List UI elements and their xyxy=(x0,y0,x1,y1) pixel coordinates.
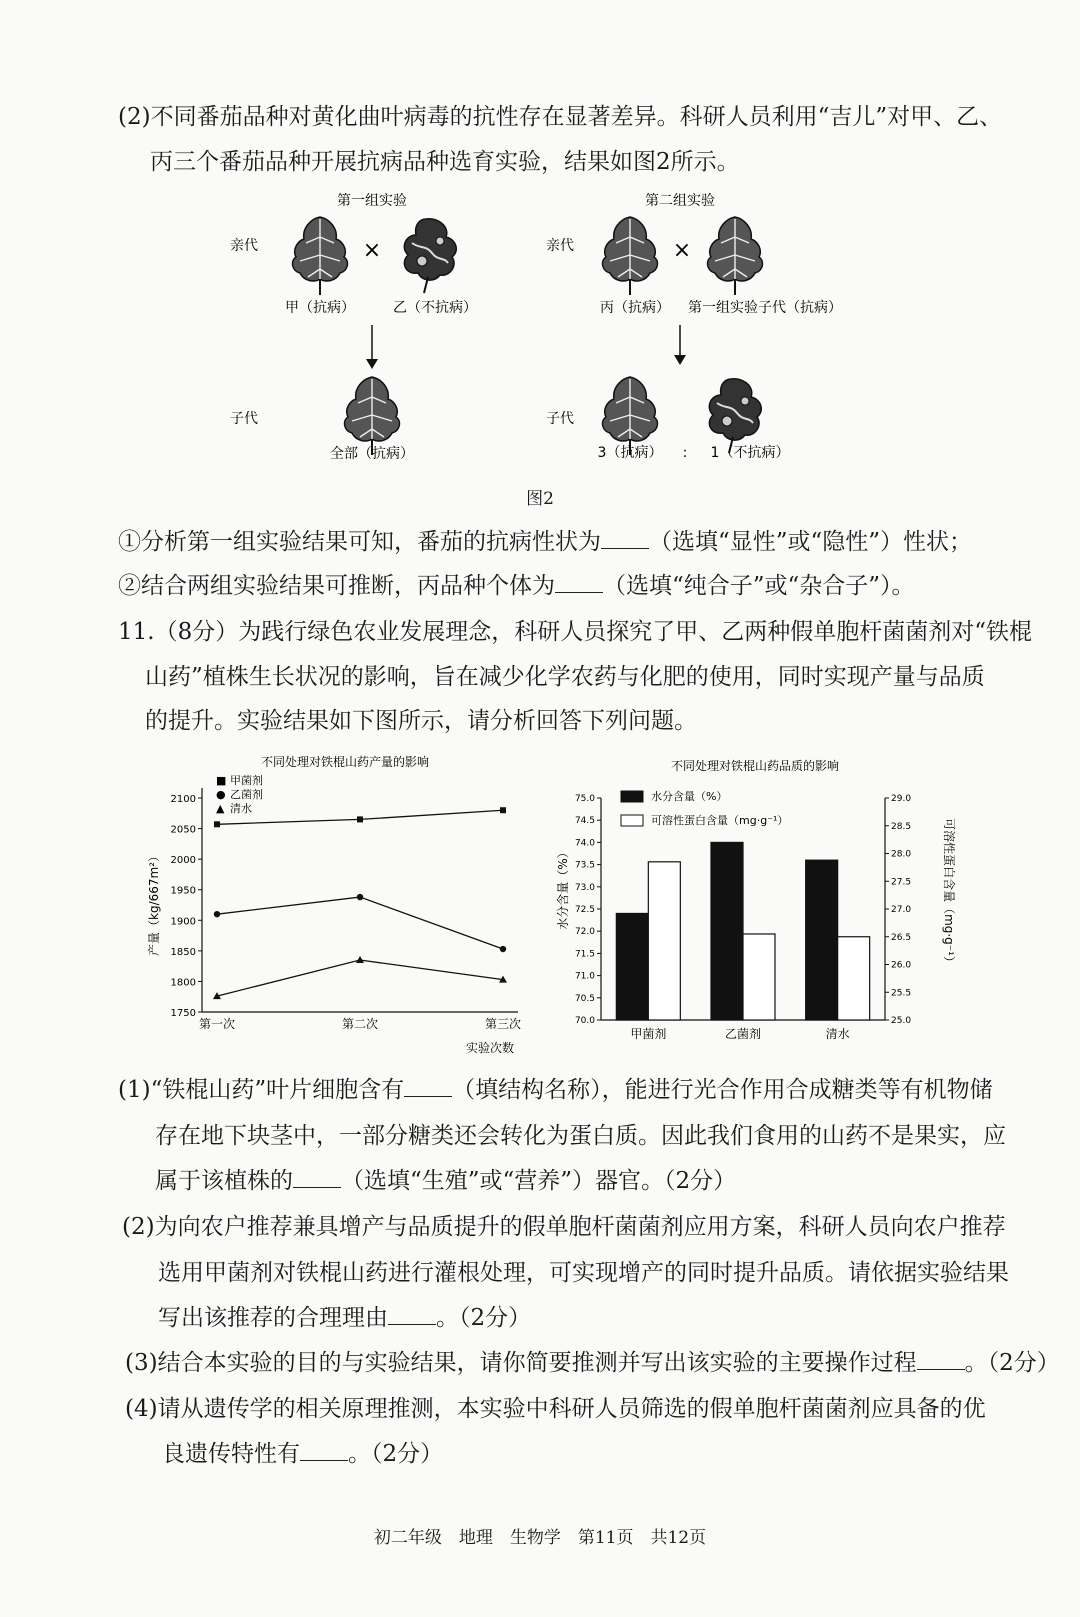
q11-sub3-blank[interactable] xyxy=(917,1349,965,1370)
quality-left-tick-label: 70.5 xyxy=(574,993,595,1004)
quality-left-tick-label: 72.0 xyxy=(574,927,595,938)
g2-offspring-label: 子代 xyxy=(546,411,574,427)
q11-sub1-l1-post: （填结构名称），能进行光合作用合成糖类等有机物储 xyxy=(452,1077,993,1103)
q11-sub1-l1-pre: (1)“铁棍山药”叶片细胞含有 xyxy=(118,1077,405,1103)
quality-legend-swatch xyxy=(621,791,643,802)
quality-right-tick-label: 29.0 xyxy=(891,794,912,804)
yield-point-circle xyxy=(500,946,506,952)
quality-right-tick-label: 26.0 xyxy=(891,960,912,971)
quality-right-tick-label: 28.0 xyxy=(891,849,912,860)
quality-bar-water xyxy=(711,842,743,1020)
q10-sub1 xyxy=(118,527,972,557)
q11-sub2-blank[interactable] xyxy=(388,1304,436,1325)
quality-chart-title: 不同处理对铁棍山药品质的影响 xyxy=(670,759,840,773)
quality-bar-protein xyxy=(743,934,775,1020)
q10-sub1-pre: ①分析第一组实验结果可知，番茄的抗病性状为 xyxy=(118,529,601,555)
leaf-icon-jia xyxy=(293,217,348,295)
yield-point-square xyxy=(214,821,220,827)
yield-y-tick-label: 1850 xyxy=(170,946,196,958)
yield-x-tick-label: 第二次 xyxy=(341,1017,379,1031)
g2-ratio: : xyxy=(682,445,688,461)
quality-bar-chart xyxy=(555,748,955,1063)
yield-y-tick-label: 2050 xyxy=(170,824,196,836)
quality-bar-water xyxy=(806,860,838,1020)
yield-y-tick-label: 1800 xyxy=(170,977,196,989)
q11-sub2-l3-pre: 写出该推荐的合理理由 xyxy=(158,1305,388,1331)
yield-point-circle xyxy=(357,894,363,900)
g1-cross-symbol: × xyxy=(362,238,382,263)
yield-point-triangle xyxy=(356,956,364,963)
group1-title: 第一组实验 xyxy=(337,193,407,209)
leaf-icon-yi-sick xyxy=(404,219,456,293)
quality-x-tick-label: 乙菌剂 xyxy=(724,1027,762,1041)
yield-y-tick-label: 1750 xyxy=(170,1008,196,1019)
page-footer: 初二年级 地理 生物学 第11页 共12页 xyxy=(373,1528,707,1548)
q11-sub4-l2-pre: 良遗传特性有 xyxy=(162,1441,300,1467)
quality-right-tick-label: 25.0 xyxy=(891,1016,912,1026)
quality-legend-label: 水分含量（%） xyxy=(651,790,728,803)
quality-left-tick-label: 72.5 xyxy=(574,905,595,915)
yield-x-tick-label: 第三次 xyxy=(484,1017,522,1031)
yield-point-circle xyxy=(214,911,220,917)
q10-sub2-pre: ②结合两组实验结果可推断，丙品种个体为 xyxy=(118,573,555,599)
q10-sub2-post: （选填“纯合子”或“杂合子”）。 xyxy=(603,573,915,599)
quality-right-tick-label: 27.0 xyxy=(891,905,912,915)
q11-sub1-blank1[interactable] xyxy=(404,1076,452,1097)
yield-y-tick-label: 2000 xyxy=(170,855,196,867)
yield-x-tick-label: 第一次 xyxy=(198,1017,236,1031)
yield-legend-label: 乙菌剂 xyxy=(230,788,263,801)
g2-parent-label: 亲代 xyxy=(546,238,574,254)
q11-line1: 11.（8分）为践行绿色农业发展理念，科研人员探究了甲、乙两种假单胞杆菌菌剂对“铁棍 xyxy=(118,619,1032,645)
q10-sub2 xyxy=(118,571,915,601)
g1-parent-label: 亲代 xyxy=(230,238,258,254)
q11-sub2-line3 xyxy=(158,1303,531,1333)
q11-sub1-l3-post: （选填“生殖”或“营养”）器官。（2分） xyxy=(341,1168,737,1194)
leaf-icon-g1-offspring xyxy=(345,377,400,455)
q10-2-line2: 丙三个番茄品种开展抗病品种选育实验，结果如图2所示。 xyxy=(150,149,740,175)
q11-sub4-line2 xyxy=(162,1439,443,1469)
quality-bar-protein xyxy=(838,937,870,1020)
yield-legend-marker: ■ xyxy=(216,774,227,787)
quality-right-tick-label: 26.5 xyxy=(891,932,912,943)
yield-chart-xlabel: 实验次数 xyxy=(465,1041,515,1055)
yield-point-square xyxy=(357,816,363,822)
q11-sub4-line1: (4)请从遗传学的相关原理推测，本实验中科研人员筛选的假单胞杆菌菌剂应具备的优 xyxy=(125,1396,986,1422)
quality-left-tick-label: 73.0 xyxy=(574,882,595,893)
group2-title: 第二组实验 xyxy=(645,193,715,209)
quality-legend-swatch xyxy=(621,815,643,826)
q11-sub1-blank2[interactable] xyxy=(293,1167,341,1188)
quality-left-tick-label: 74.0 xyxy=(574,838,595,849)
q11-sub1-line2: 存在地下块茎中，一部分糖类还会转化为蛋白质。因此我们食用的山药不是果实，应 xyxy=(155,1123,1006,1149)
quality-chart-ylabel-left: 水分含量（%） xyxy=(556,846,570,930)
quality-left-tick-label: 73.5 xyxy=(574,860,595,871)
leaf-icon-bing xyxy=(603,217,658,295)
yield-chart-ylabel: 产量（kg/667m²） xyxy=(147,849,161,957)
g1-parent-a: 甲（抗病） xyxy=(285,300,355,316)
yield-legend-marker: ▲ xyxy=(216,802,225,815)
yield-line-chart xyxy=(140,748,550,1063)
q11-sub2-line2: 选用甲菌剂对铁棍山药进行灌根处理，可实现增产的同时提升品质。请依据实验结果 xyxy=(158,1260,1009,1286)
q10-sub2-blank[interactable] xyxy=(555,572,603,593)
yield-legend-label: 甲菌剂 xyxy=(230,774,263,787)
g1-parent-b: 乙（不抗病） xyxy=(393,300,477,316)
yield-series-line xyxy=(217,960,503,996)
yield-y-tick-label: 2100 xyxy=(170,794,196,805)
g2-cross-symbol: × xyxy=(672,238,692,263)
quality-chart-ylabel-right: 可溶性蛋白含量（mg·g⁻¹） xyxy=(942,818,955,968)
q11-sub3 xyxy=(125,1348,1060,1378)
q11-sub3-post: 。（2分） xyxy=(964,1350,1060,1376)
q10-2-line1: (2)不同番茄品种对黄化曲叶病毒的抗性存在显著差异。科研人员利用“吉儿”对甲、乙、 xyxy=(118,104,1003,130)
quality-x-tick-label: 甲菌剂 xyxy=(630,1027,667,1041)
quality-legend-label: 可溶性蛋白含量（mg·g⁻¹） xyxy=(651,814,789,827)
leaf-icon-g2-offspring-sick xyxy=(709,379,761,453)
q11-sub4-blank[interactable] xyxy=(300,1440,348,1461)
yield-y-tick-label: 1900 xyxy=(170,916,196,928)
q11-sub4-l2-post: 。（2分） xyxy=(348,1441,444,1467)
quality-left-tick-label: 75.0 xyxy=(574,794,595,804)
quality-right-tick-label: 28.5 xyxy=(891,821,912,832)
yield-legend-label: 清水 xyxy=(230,802,252,815)
yield-point-square xyxy=(500,807,506,813)
quality-left-tick-label: 71.0 xyxy=(574,971,595,982)
q11-sub1-l3-pre: 属于该植株的 xyxy=(155,1168,293,1194)
leaf-icon-g1-offspring-parent xyxy=(708,217,763,295)
quality-left-tick-label: 70.0 xyxy=(574,1016,595,1026)
quality-left-tick-label: 74.5 xyxy=(574,816,595,827)
quality-right-tick-label: 25.5 xyxy=(891,988,912,999)
g2-parent-b: 第一组实验子代（抗病） xyxy=(688,300,842,316)
quality-left-tick-label: 71.5 xyxy=(574,949,595,960)
q10-sub1-post: （选填“显性”或“隐性”）性状； xyxy=(649,529,973,555)
figure-2 xyxy=(220,185,860,505)
yield-series-line xyxy=(217,897,503,949)
g2-parent-a: 丙（抗病） xyxy=(600,300,670,316)
q11-sub1-line3 xyxy=(155,1166,736,1196)
leaf-icon-g2-offspring-resistant xyxy=(603,377,658,455)
q11-line2: 山药”植株生长状况的影响，旨在减少化学农药与化肥的使用，同时实现产量与品质 xyxy=(145,664,985,690)
q11-sub3-pre: (3)结合本实验的目的与实验结果，请你简要推测并写出该实验的主要操作过程 xyxy=(125,1350,917,1376)
g1-arrow xyxy=(366,325,378,369)
q10-sub1-blank[interactable] xyxy=(601,528,649,549)
g2-offspring-b: 1（不抗病） xyxy=(710,445,790,461)
quality-bar-protein xyxy=(648,862,680,1020)
figure-2-caption: 图2 xyxy=(526,489,554,509)
q11-line3: 的提升。实验结果如下图所示，请分析回答下列问题。 xyxy=(145,708,697,734)
yield-chart-title: 不同处理对铁棍山药产量的影响 xyxy=(260,755,430,769)
quality-right-tick-label: 27.5 xyxy=(891,877,912,888)
g2-offspring-a: 3（抗病） xyxy=(597,445,663,461)
q11-sub1-line1 xyxy=(118,1075,993,1105)
g1-offspring-label: 子代 xyxy=(230,411,258,427)
yield-y-tick-label: 1950 xyxy=(170,885,196,897)
yield-legend-marker: ● xyxy=(216,788,226,801)
g2-arrow xyxy=(674,325,686,365)
q11-sub2-line1: (2)为向农户推荐兼具增产与品质提升的假单胞杆菌菌剂应用方案，科研人员向农户推荐 xyxy=(122,1214,1006,1240)
g1-offspring-result: 全部（抗病） xyxy=(330,446,414,462)
quality-x-tick-label: 清水 xyxy=(825,1027,850,1041)
q11-sub2-l3-post: 。（2分） xyxy=(436,1305,532,1331)
quality-bar-water xyxy=(616,913,648,1020)
